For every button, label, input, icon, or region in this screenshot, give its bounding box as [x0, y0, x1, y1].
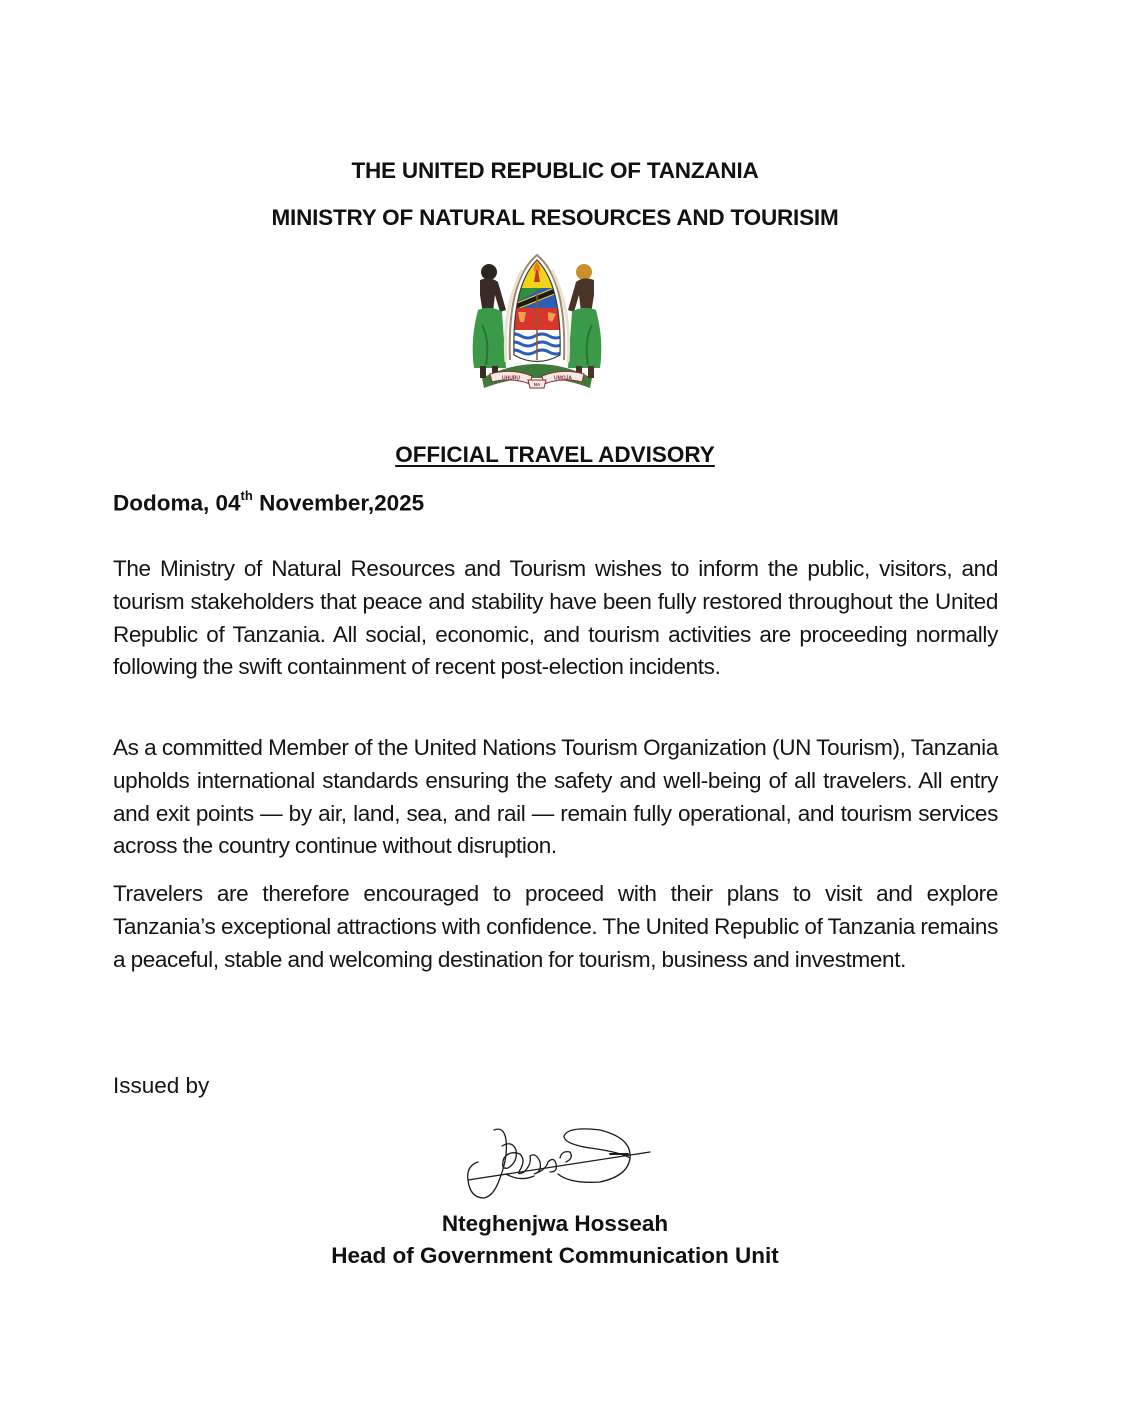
signature-stroke: [468, 1129, 507, 1198]
advisory-title: OFFICIAL TRAVEL ADVISORY: [395, 442, 715, 467]
signature-stroke: [468, 1152, 650, 1180]
dateline-place: Dodoma, 04: [113, 490, 241, 516]
body-paragraph: The Ministry of Natural Resources and Tourism wishes to inform the public, visitors, and tourism stakeholders that peace and stability have been fully restored throughout the United Republic of Tanzania. All social, economic, and tourism activities are proceeding normally following the swift containment of recent post-election incidents.: [113, 556, 998, 680]
country-heading: THE UNITED REPUBLIC OF TANZANIA: [351, 158, 759, 183]
dateline-date: November,2025: [252, 490, 425, 516]
signature-stroke: [502, 1144, 556, 1174]
motto-right-text: UMOJA: [553, 375, 573, 382]
motto-left-text: UHURU: [501, 375, 521, 382]
emblem-man-figure: [473, 264, 506, 378]
emblem-woman-figure: [568, 264, 601, 378]
ministry-heading: MINISTRY OF NATURAL RESOURCES AND TOURISIM: [271, 205, 839, 230]
signature-stroke: [506, 1174, 534, 1179]
signature-icon: [460, 1118, 660, 1208]
signer-title: Head of Government Communication Unit: [331, 1243, 779, 1268]
body-paragraph: Travelers are therefore encouraged to proceed with their plans to visit and explore Tanzania’s exceptional attractions with confidence. The United Republic of Tanzania remains a peaceful, stable and welcoming destination for tourism, business and investment.: [113, 881, 998, 972]
issued-by-label: Issued by: [113, 1073, 210, 1098]
dateline: [113, 490, 424, 517]
signature-stroke: [560, 1152, 571, 1162]
signer-name: Nteghenjwa Hosseah: [441, 1211, 669, 1236]
motto-middle-text: NA: [533, 382, 541, 387]
signature-stroke: [558, 1129, 630, 1182]
dateline-ordinal: th: [240, 488, 253, 503]
coat-of-arms-icon: [462, 250, 612, 395]
body-paragraph: As a committed Member of the United Nations Tourism Organization (UN Tourism), Tanzania upholds international standards ensuring the safety and well-being of all travelers. All entry and exit points — by air, land, sea, and rail — remain fully operational, and tourism services across the country continue without disruption.: [113, 735, 998, 859]
